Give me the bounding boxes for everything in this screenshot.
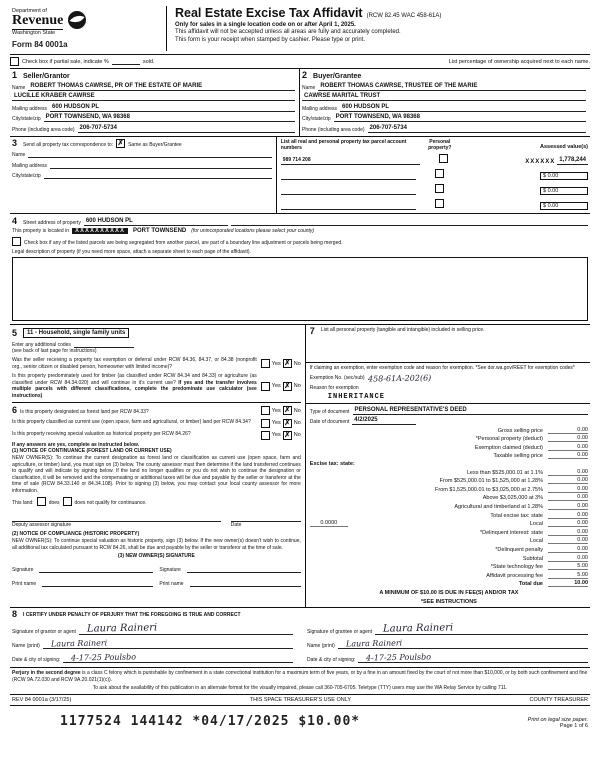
parcel-number-3-field[interactable] <box>281 187 416 195</box>
section-land-classification: 6 Is this property designated as forest land per RCW 84.33? Yes ✗ No Is this property classified as current use (open space, farm and agricultural, or timber) land per RCW 84.34? Yes ✗ No Is this property receiving special valuation as historical property per RCW 84.26? Yes ✗ No If any answers are yes, complete as instructed below. (1) NOTICE OF CONTINUANCE (FOREST LAND OR CURRENT USE) NEW OWNER(S): To continue the current designation as forest land or classification as current use (open space, farm and agriculture, or timber) land, you must sign on (3) below. The county assessor must then determine if the land transferred continues to qualify and will indicate by signing below. If the land no longer qualifies or you do not wish to continue the designation or classification, it will be removed and the compensating or additional taxes will be due and payable by the seller or transferor at the time of sale (RCW 84.33.140 or 84.34.108). Prior to signing (3) below, you may contact your local county assessor for more information. This land: does does not qualify for continuance. Deputy assessor signature Date (2) NOTICE OF COMPLIANCE (HISTORIC PROPERTY) NEW OWNER(S): To continue special valuation as historic property, sign (3) below. If the new owner(s) doesn't wish to continue, all additional tax calculated pursuant to RCW 84.26, shall be due and payable by the seller or transferor at the time of sale. (3) NEW OWNER(S) SIGNATURE Signature Signature Print name Print name <box>12 405 301 587</box>
legal-description-box[interactable] <box>12 257 588 321</box>
dept-of-label: Department of <box>12 8 47 14</box>
sold-label: sold. <box>142 58 155 65</box>
assessed-values-header: Assessed value(s) <box>540 143 588 150</box>
print-legal-note: Print on legal size paper. <box>527 716 588 723</box>
section-1-number: 1 <box>12 70 18 80</box>
form-title: Real Estate Excise Tax Affidavit <box>175 6 363 20</box>
date-label: Date <box>230 521 242 528</box>
buyer-mailing-field[interactable]: 600 HUDSON PL <box>340 104 586 112</box>
no-label: No <box>293 360 301 367</box>
tax-line-delinquent-penalty: *Delinquent penalty 0.00 <box>495 545 588 553</box>
new-owner-print-field-1[interactable] <box>42 579 153 587</box>
revenue-logo-icon <box>67 10 87 35</box>
notice-continuance-title: (1) NOTICE OF CONTINUANCE (FOREST LAND OR CURRENT USE) <box>12 447 172 454</box>
buyer-name-field[interactable]: ROBERT THOMAS CAWRSE, TRUSTEE OF THE MARIE <box>318 83 586 91</box>
grantee-signature-block <box>307 619 588 663</box>
tax-line-delinquent-interest-local: Local 0.00 <box>529 537 588 545</box>
form-header <box>10 6 590 55</box>
section-2-title: Buyer/Grantee <box>313 73 362 80</box>
section-7-number: 7 <box>309 325 315 336</box>
partial-sale-row <box>10 55 590 69</box>
section-8-number: 8 <box>12 609 18 620</box>
current-use-question: Is this property classified as current use (open space, farm and agricultural, or timber) land per RCW 84.34? <box>12 418 251 425</box>
notice-compliance-body: NEW OWNER(S): To continue special valuation as historic property, sign (3) below. If the new owner(s) doesn't wish to continue, all additional tax calculated pursuant to RCW 84.26, shall be due and payable by the seller or transferor at the time of sale. <box>12 538 301 551</box>
minimum-due-note: A MINIMUM OF $10.00 IS DUE IN FEE(S) AND/OR TAX <box>379 590 519 597</box>
parcel-number-4-field[interactable] <box>281 202 416 210</box>
tax-line-taxable-price: Taxable selling price 0.00 <box>493 452 588 460</box>
accessibility-note: To ask about the availability of this publication in an alternate format for the visually impaired, please call 360-705-6705. Teletype (TTY) users may use the WA Relay Service by calling 711. <box>92 684 508 691</box>
new-owner-signature-title: (3) NEW OWNER(S) SIGNATURE <box>117 553 195 559</box>
current-use-yes-checkbox[interactable] <box>261 419 270 428</box>
location-value[interactable]: PORT TOWNSEND <box>133 228 187 234</box>
exemption-number-label: Exemption No. (sec/sub) <box>309 375 365 381</box>
parcel-number-1[interactable]: 989 714 208 <box>281 157 420 165</box>
personal-property-list-label: List all personal property (tangible and intangible) included in selling price. <box>320 326 485 333</box>
parcel-number-2-field[interactable] <box>281 172 416 180</box>
seller-name-field-2[interactable]: LUCILLE KRABER CAWRSE <box>12 93 295 101</box>
header-note-3: This form is your receipt when stamped by cashier. Please type or print. <box>175 36 366 43</box>
grantor-date-city-field[interactable] <box>63 653 293 663</box>
historic-property-question: Is this property receiving special valuation as historical property per RCW 84.26? <box>12 430 191 437</box>
personal-property-checkbox-4[interactable] <box>435 199 444 208</box>
section-3-number: 3 <box>12 137 18 148</box>
property-use-code[interactable]: 11 - Household, single family units <box>23 328 129 338</box>
print-name-label: Print name <box>12 581 37 587</box>
section-6-number: 6 <box>12 405 18 415</box>
seller-csz-field[interactable]: PORT TOWNSEND, WA 98368 <box>44 114 295 122</box>
grantee-print-name-field[interactable] <box>338 639 588 649</box>
grantor-signature-block <box>12 619 293 663</box>
section-property-location <box>10 214 590 325</box>
location-note: (for unincorporated locations please select your county) <box>191 228 315 234</box>
tax-exemption-question: Was the seller receiving a property tax exemption or deferral under RCW 84.36, 84.37, or 84.38 (nonprofit org., senior citizen or disabled person, homeowner with limited income)? <box>12 357 257 370</box>
section-buyer <box>300 69 590 136</box>
form-number: Form 84 0001a <box>12 40 68 49</box>
timber-yes-checkbox[interactable] <box>261 382 270 391</box>
section-tax-computation <box>306 325 590 608</box>
partial-sale-label: Check box if partial sale, indicate % <box>22 58 109 65</box>
section-use-code <box>12 328 301 404</box>
exemption-reason-value[interactable]: INHERITANCE <box>327 393 386 401</box>
seller-phone-field[interactable]: 206-707-5734 <box>78 125 295 133</box>
tax-line-excise-header: Excise tax: state: <box>309 460 355 467</box>
personal-property-list-field[interactable] <box>310 336 588 360</box>
section-certification <box>10 608 590 668</box>
tax-line-bracket-4: Above $3,025,000 at 3% 0.00 <box>482 494 588 502</box>
correspondence-mailing-field[interactable] <box>50 161 272 169</box>
grantor-print-name-value: Laura Raineri <box>50 638 108 649</box>
notice-continuance-body: NEW OWNER(S): To continue the current designation as forest land or classification as current use (open space, farm and agriculture, or timber) land, you must sign on (3) below. The county assessor must then determine if the land transferred continues to qualify and will indicate by signing below. If the land no longer qualifies or you do not wish to continue the designation or classification, it will be removed and the compensating or additional taxes will be due and payable by the seller or transferor at the time of sale (RCW 84.33.140 or 84.34.108). Prior to signing (3) below, you may contact your local county assessor for more information. <box>12 455 301 494</box>
certify-statement: I CERTIFY UNDER PENALTY OF PERJURY THAT THE FOREGOING IS TRUE AND CORRECT <box>23 611 241 618</box>
section-5-number: 5 <box>12 327 18 338</box>
no-label: No <box>293 383 301 389</box>
notice-compliance-title: (2) NOTICE OF COMPLIANCE (HISTORIC PROPERTY) <box>12 530 140 537</box>
grantee-signature-value: Laura Raineri <box>382 622 454 635</box>
same-as-buyer-checkbox[interactable]: ✗ <box>117 139 124 147</box>
personal-property-checkbox-1[interactable] <box>439 154 448 163</box>
segregated-parcels-label: Check box if any of the listed parcels are being segregated from another parcel, are part of a boundary line adjustment or parcels being merged. <box>24 239 343 246</box>
if-any-yes-note: If any answers are yes, complete as instructed below. <box>12 441 140 448</box>
deputy-assessor-signature-field[interactable] <box>12 514 221 522</box>
revenue-wordmark: Revenue <box>12 13 64 28</box>
see-instructions-note: *SEE INSTRUCTIONS <box>420 599 477 606</box>
seller-csz-label: City/state/zip <box>12 116 41 122</box>
forest-no-checkbox[interactable]: ✗ <box>284 407 291 415</box>
timber-question: Is this property predominately used for timber (as classified under RCW 84.34 and 84.33) or agriculture (as classified under RCW 84.34.020) and will continue in it's current use? <box>12 373 257 386</box>
buyer-phone-field[interactable]: 206-707-5734 <box>368 125 586 133</box>
deputy-assessor-label: Deputy assessor signature <box>12 521 72 528</box>
grantor-signature-field[interactable] <box>79 623 293 635</box>
seller-name-label: Name <box>12 84 26 91</box>
land-does-not-checkbox[interactable] <box>63 497 72 506</box>
personal-property-checkbox-2[interactable] <box>435 169 444 178</box>
local-rate-field[interactable]: 0.0000 <box>310 520 348 527</box>
signature-label: Signature <box>159 567 181 573</box>
grantee-date-city-field[interactable] <box>358 653 588 663</box>
section-seller <box>10 69 300 136</box>
tax-line-total-state: Total excise tax: state 0.00 <box>490 511 588 519</box>
section-4-number: 4 <box>12 215 18 226</box>
seller-mailing-label: Mailing address <box>12 105 48 112</box>
yes-label: Yes <box>271 360 281 367</box>
tax-line-delinquent-interest-state: *Delinquent interest: state 0.00 <box>480 528 588 536</box>
additional-codes-field[interactable] <box>74 340 134 348</box>
treasurer-space-label: THIS SPACE TREASURER'S USE ONLY <box>249 696 352 703</box>
new-owner-signature-field-2[interactable] <box>187 565 301 573</box>
section-1-title: Seller/Grantor <box>23 73 70 80</box>
header-note-1: Only for sales in a single location code on or after April 1, 2025. <box>175 21 356 28</box>
grantee-print-name-value: Laura Raineri <box>345 638 403 649</box>
does-not-label: does not qualify for continuance. <box>74 499 147 506</box>
section-2-number: 2 <box>302 70 308 80</box>
tax-line-gross: Gross selling price 0.00 <box>497 426 588 434</box>
this-land-label: This land: <box>12 499 34 506</box>
assessed-value-2[interactable]: $ 0.00 <box>540 172 588 180</box>
print-name-label: Print name <box>159 581 184 587</box>
form-rcw-reference: (RCW 82.45 WAC 458-61A) <box>366 13 442 19</box>
rev-number: REV 84 0001a (3/17/25) <box>12 696 72 703</box>
same-as-buyer-label: Same as Buyer/Grantee <box>128 141 182 148</box>
grantee-print-name-label: Name (print) <box>307 643 335 650</box>
tax-line-processing-fee: Affidavit processing fee 5.00 <box>486 571 588 579</box>
tax-line-agricultural: Agricultural and timberland at 1.28% 0.00 <box>454 502 588 510</box>
send-correspondence-label: Send all property tax correspondence to: <box>23 141 114 148</box>
grantor-signature-value: Laura Raineri <box>86 622 158 635</box>
perjury-notice <box>10 668 590 694</box>
assessed-value-3[interactable]: $ 0.00 <box>540 187 588 195</box>
county-treasurer-label: COUNTY TREASURER <box>529 696 588 703</box>
buyer-phone-label: Phone (including area code) <box>302 126 365 133</box>
legal-description-label: Legal description of property (if you need more space, attach a separate sheet to each page of the affidavit). <box>12 248 251 255</box>
segregated-parcels-checkbox[interactable] <box>12 237 21 246</box>
timber-no-checkbox[interactable]: ✗ <box>284 382 291 390</box>
new-owner-print-field-2[interactable] <box>190 579 301 587</box>
exemption-claim-note: If claiming an exemption, enter exemption code and reason for exemption. *See dor.wa.gov/REET for exemption codes* <box>309 364 575 371</box>
tax-line-bracket-2: From $525,000.01 to $1,525,000 at 1.28% 0.00 <box>439 477 588 485</box>
correspondence-name-field[interactable] <box>28 150 271 158</box>
grantor-date-city-label: Date & city of signing: <box>12 657 61 664</box>
land-does-checkbox[interactable] <box>37 497 46 506</box>
buyer-mailing-label: Mailing address <box>302 105 338 112</box>
personal-property-header: Personal property? <box>428 138 452 151</box>
correspondence-name-label: Name <box>12 152 26 158</box>
dor-logo-block <box>10 6 167 51</box>
seller-phone-label: Phone (including area code) <box>12 126 75 133</box>
treasurer-stamp: 1177524 144142 *04/17/2025 $10.00* <box>60 713 361 729</box>
grantee-date-city-label: Date & city of signing: <box>307 657 356 664</box>
seller-name-field[interactable]: ROBERT THOMAS CAWRSE, PR OF THE ESTATE OF MARIE <box>28 83 295 91</box>
grantor-signature-label: Signature of grantor or agent <box>12 629 76 636</box>
tax-line-exemption-claimed: Exemption claimed (deduct) 0.00 <box>474 443 588 451</box>
assessed-value-1-redaction: XXXXXX <box>525 158 556 165</box>
seller-mailing-field[interactable]: 600 HUDSON PL <box>50 104 295 112</box>
timber-question-bold: If yes and the transfer involves multiple parcels with different classifications, complete the predominate use calculator (see instructions) <box>12 379 257 399</box>
tax-line-bracket-1: Less than $525,000.01 at 1.1% 0.00 <box>466 468 588 476</box>
see-back-note: (see back of last page for instructions) <box>12 348 97 354</box>
perjury-body: is a class C felony which is punishable by confinement in a state correctional institution for a maximum term of five years, or by a fine in an amount fixed by the court of not more than $10,000, or by both such confinement and fine (RCW 9A.72.030 and RCW 9A.20.021(1)(c)). <box>12 670 588 684</box>
correspondence-mailing-label: Mailing address <box>12 162 48 169</box>
does-label: does <box>48 499 60 506</box>
page-number: Page 1 of 6 <box>559 722 588 729</box>
yes-label: Yes <box>271 383 281 389</box>
property-located-label: This property is located in <box>12 228 69 234</box>
tax-line-bracket-3: From $1,525,000.01 to $3,025,000 at 2.75% 0.00 <box>435 485 588 493</box>
buyer-csz-label: City/state/zip <box>302 116 331 122</box>
document-date-value[interactable]: 4/2/2025 <box>352 417 416 425</box>
forest-yes-checkbox[interactable] <box>261 406 270 415</box>
grantor-date-city-value: 4-17-25 Poulsbo <box>71 652 137 663</box>
exemption-yes-checkbox[interactable] <box>261 359 270 368</box>
buyer-name-label: Name <box>302 84 316 91</box>
grantee-signature-label: Signature of grantee or agent <box>307 629 373 636</box>
additional-codes-label: Enter any additional codes <box>12 342 71 348</box>
grantee-date-city-value: 4-17-25 Poulsbo <box>366 652 432 663</box>
correspondence-csz-field[interactable] <box>44 171 272 179</box>
historic-no-checkbox[interactable]: ✗ <box>284 431 291 439</box>
location-redaction: XXXXXXXXXX <box>72 228 128 234</box>
deputy-date-field[interactable] <box>231 514 301 522</box>
exemption-reason-label: Reason for exemption <box>309 385 359 391</box>
footer-line <box>10 695 590 706</box>
tax-line-subtotal: Subtotal 0.00 <box>522 554 588 562</box>
washington-state-label: Washington State <box>12 29 63 36</box>
street-address-field[interactable]: 600 HUDSON PL <box>84 218 228 226</box>
assessed-value-1[interactable]: 1,778,244 <box>559 156 586 163</box>
parcel-numbers-header: List all real and personal property tax parcel account numbers <box>280 138 407 151</box>
new-owner-signature-field-1[interactable] <box>39 565 153 573</box>
current-use-no-checkbox[interactable]: ✗ <box>284 419 291 427</box>
document-date-label: Date of document <box>309 419 350 425</box>
header-note-2: This affidavit will not be accepted unless all areas are fully and accurately completed. <box>175 29 401 35</box>
tax-line-technology-fee: *State technology fee 5.00 <box>490 563 588 571</box>
correspondence-csz-label: City/state/zip <box>12 173 41 179</box>
document-type-label: Type of document <box>309 408 350 415</box>
grantor-print-name-label: Name (print) <box>12 643 40 650</box>
historic-yes-checkbox[interactable] <box>261 431 270 440</box>
buyer-name-field-2[interactable]: CAWRSE MARITAL TRUST <box>302 93 586 101</box>
exemption-no-checkbox[interactable]: ✗ <box>284 360 291 367</box>
street-address-label: Street address of property <box>23 219 81 226</box>
partial-sale-checkbox[interactable] <box>10 57 19 66</box>
perjury-lead: Perjury in the second degree <box>12 670 81 677</box>
grantor-print-name-field[interactable] <box>43 639 293 649</box>
ownership-percent-note: List percentage of ownership acquired next to each name. <box>448 58 590 65</box>
assessed-value-4[interactable]: $ 0.00 <box>540 202 588 210</box>
treasurer-stamp-row <box>10 706 590 731</box>
personal-property-checkbox-3[interactable] <box>435 184 444 193</box>
grantee-signature-field[interactable] <box>375 623 588 635</box>
buyer-csz-field[interactable]: PORT TOWNSEND, WA 98368 <box>334 114 586 122</box>
partial-percent-field[interactable] <box>112 58 140 65</box>
tax-line-personal-property: *Personal property (deduct) 0.00 <box>475 435 588 443</box>
signature-label: Signature <box>12 567 34 573</box>
section-correspondence-parcels <box>10 137 590 214</box>
document-type-value[interactable]: PERSONAL REPRESENTATIVE'S DEED <box>353 407 588 415</box>
exemption-number-value[interactable]: 458-61A-202(6) <box>367 372 431 384</box>
tax-line-total-due: Total due 10.00 <box>518 580 588 588</box>
tax-line-local: 0.0000 Local 0.00 <box>310 520 588 527</box>
forest-land-question: Is this property designated as forest land per RCW 84.33? <box>20 409 149 415</box>
